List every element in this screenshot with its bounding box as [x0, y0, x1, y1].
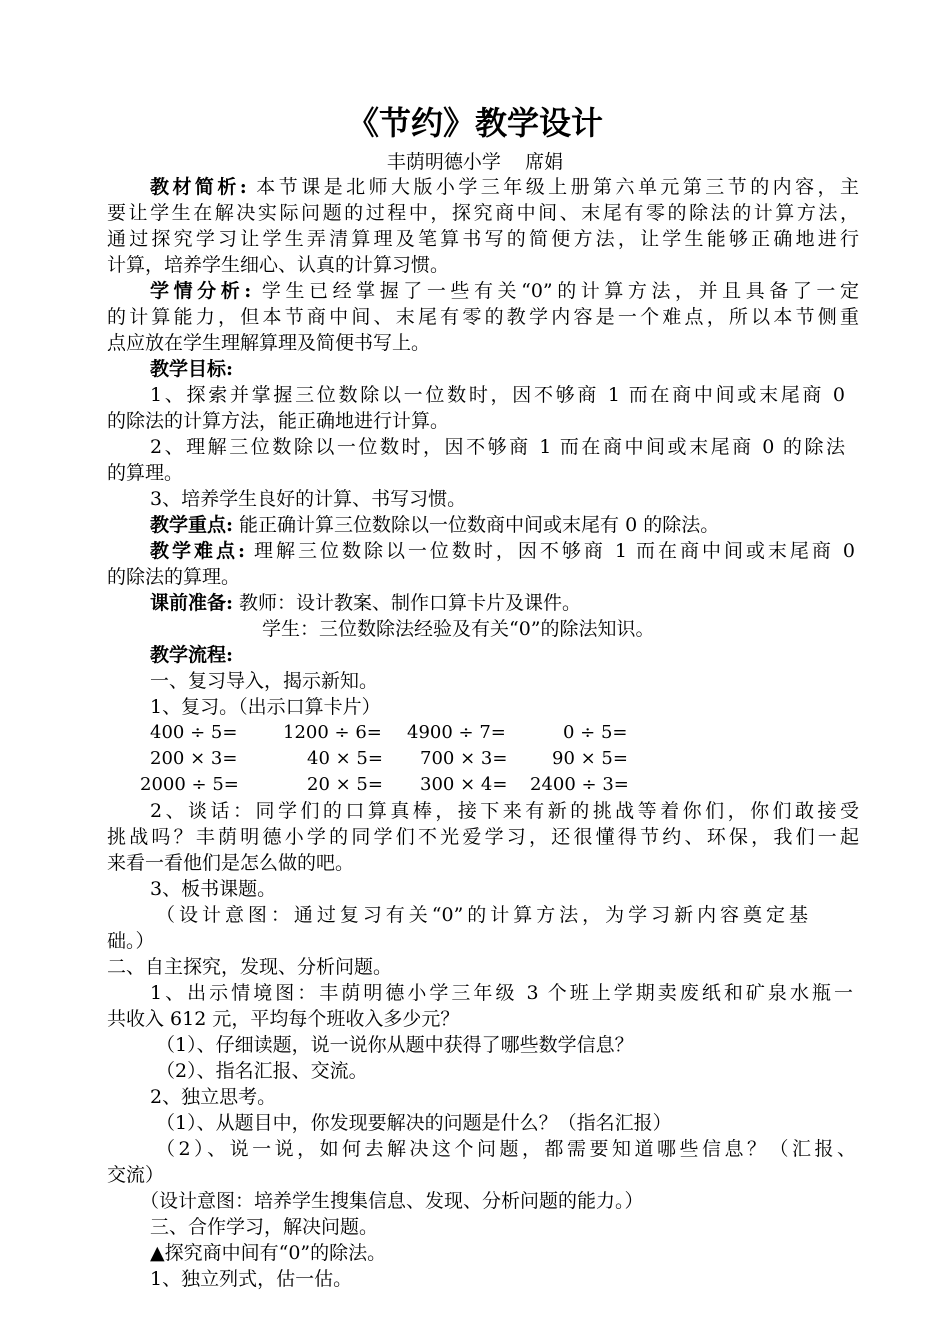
oral-card-item: 40 × 5= — [307, 748, 383, 769]
paragraph-line: 1、独立列式，估一估。 — [150, 1268, 353, 1290]
paragraph-line: 础。） — [107, 930, 155, 952]
paragraph-line: 三、合作学习，解决问题。 — [150, 1216, 379, 1238]
paragraph-line: 通过探究学习让学生弄清算理及笔算书写的简便方法，让学生能够正确地进行 — [107, 228, 859, 250]
oral-card-item: 2000 ÷ 5= — [140, 774, 239, 795]
section-label: 教学重点: — [150, 514, 234, 536]
oral-card-item: 2400 ÷ 3= — [530, 774, 629, 795]
paragraph-line: 点应放在学生理解算理及简便书写上。 — [107, 332, 431, 354]
document-title: 《节约》教学设计 — [346, 104, 603, 142]
oral-card-item: 0 ÷ 5= — [563, 722, 628, 743]
paragraph-line: 课前准备: 教师：设计教案、制作口算卡片及课件。 — [150, 592, 582, 614]
oral-card-item: 1200 ÷ 6= — [283, 722, 382, 743]
paragraph-line: （2）、指名汇报、交流。 — [156, 1060, 368, 1082]
paragraph-line: 挑战吗？丰荫明德小学的同学们不光爱学习，还很懂得节约、环保，我们一起 — [107, 826, 859, 848]
paragraph-line: 的计算能力，但本节商中间、末尾有零的教学内容是一个难点，所以本节侧重 — [107, 306, 859, 328]
paragraph-line: （设计意图：通过复习有关“0”的计算方法，为学习新内容奠定基 — [156, 904, 808, 926]
paragraph-line: 一、复习导入，揭示新知。 — [150, 670, 379, 692]
author-line: 丰荫明德小学 席娟 — [386, 151, 564, 173]
section-label: 教学流程: — [150, 644, 234, 666]
paragraph-line: 3、培养学生良好的计算、书写习惯。 — [150, 488, 467, 510]
section-label: 教材简析: — [150, 176, 247, 198]
paragraph-line: 学生：三位数除法经验及有关“0”的除法知识。 — [262, 618, 655, 640]
section-label: 教学目标: — [150, 358, 234, 380]
oral-card-item: 300 × 4= — [420, 774, 508, 795]
paragraph-line: 的除法的计算方法，能正确地进行计算。 — [107, 410, 450, 432]
paragraph-line: 2、理解三位数除以一位数时，因不够商 1 而在商中间或末尾商 0 的除法 — [150, 436, 845, 458]
paragraph-line: 共收入 612 元，平均每个班收入多少元？ — [107, 1008, 460, 1030]
paragraph-line: （2）、说一说，如何去解决这个问题，都需要知道哪些信息？（汇报、 — [156, 1138, 856, 1160]
paragraph-line: 来看一看他们是怎么做的吧。 — [107, 852, 355, 874]
section-label: 教学难点: — [150, 540, 245, 562]
paragraph-line: 2、独立思考。 — [150, 1086, 277, 1108]
paragraph-line: 1、复习。（出示口算卡片） — [150, 696, 381, 718]
paragraph-line: 计算，培养学生细心、认真的计算习惯。 — [107, 254, 450, 276]
paragraph-line: ▲探究商中间有“0”的除法。 — [150, 1242, 387, 1264]
paragraph-line: 教学重点: 能正确计算三位数除以一位数商中间或末尾有 0 的除法。 — [150, 514, 720, 536]
oral-card-item: 4900 ÷ 7= — [407, 722, 506, 743]
paragraph-line: 3、板书课题。 — [150, 878, 277, 900]
paragraph-line: （设计意图：培养学生搜集信息、发现、分析问题的能力。） — [140, 1190, 644, 1212]
paragraph-line: 1、出示情境图：丰荫明德小学三年级 3 个班上学期卖废纸和矿泉水瓶一 — [150, 982, 853, 1004]
paragraph-line: （1）、仔细读题，说一说你从题中获得了哪些数学信息？ — [156, 1034, 634, 1056]
paragraph-line: 二、自主探究，发现、分析问题。 — [107, 956, 393, 978]
paragraph-line: 教学难点: 理解三位数除以一位数时，因不够商 1 而在商中间或末尾商 0 — [150, 540, 856, 562]
paragraph-line: 的算理。 — [107, 462, 184, 484]
oral-card-item: 700 × 3= — [420, 748, 508, 769]
paragraph-line: 要让学生在解决实际问题的过程中，探究商中间、末尾有零的除法的计算方法， — [107, 202, 859, 224]
oral-card-item: 200 × 3= — [150, 748, 238, 769]
paragraph-line: 学情分析: 学生已经掌握了一些有关“0”的计算方法，并且具备了一定 — [150, 280, 859, 302]
paragraph-line: （1）、从题目中，你发现要解决的问题是什么？（指名汇报） — [156, 1112, 672, 1134]
section-label: 课前准备: — [150, 592, 234, 614]
paragraph-line: 1、探索并掌握三位数除以一位数时，因不够商 1 而在商中间或末尾商 0 — [150, 384, 845, 406]
oral-card-item: 20 × 5= — [307, 774, 383, 795]
oral-card-item: 400 ÷ 5= — [150, 722, 238, 743]
oral-card-item: 90 × 5= — [552, 748, 628, 769]
paragraph-line: 交流） — [107, 1164, 165, 1186]
section-label: 学情分析: — [150, 280, 252, 302]
paragraph-line: 的除法的算理。 — [107, 566, 241, 588]
paragraph-line: 2、谈话：同学们的口算真棒，接下来有新的挑战等着你们，你们敢接受 — [150, 800, 859, 822]
paragraph-line: 教材简析: 本节课是北师大版小学三年级上册第六单元第三节的内容，主 — [150, 176, 859, 198]
